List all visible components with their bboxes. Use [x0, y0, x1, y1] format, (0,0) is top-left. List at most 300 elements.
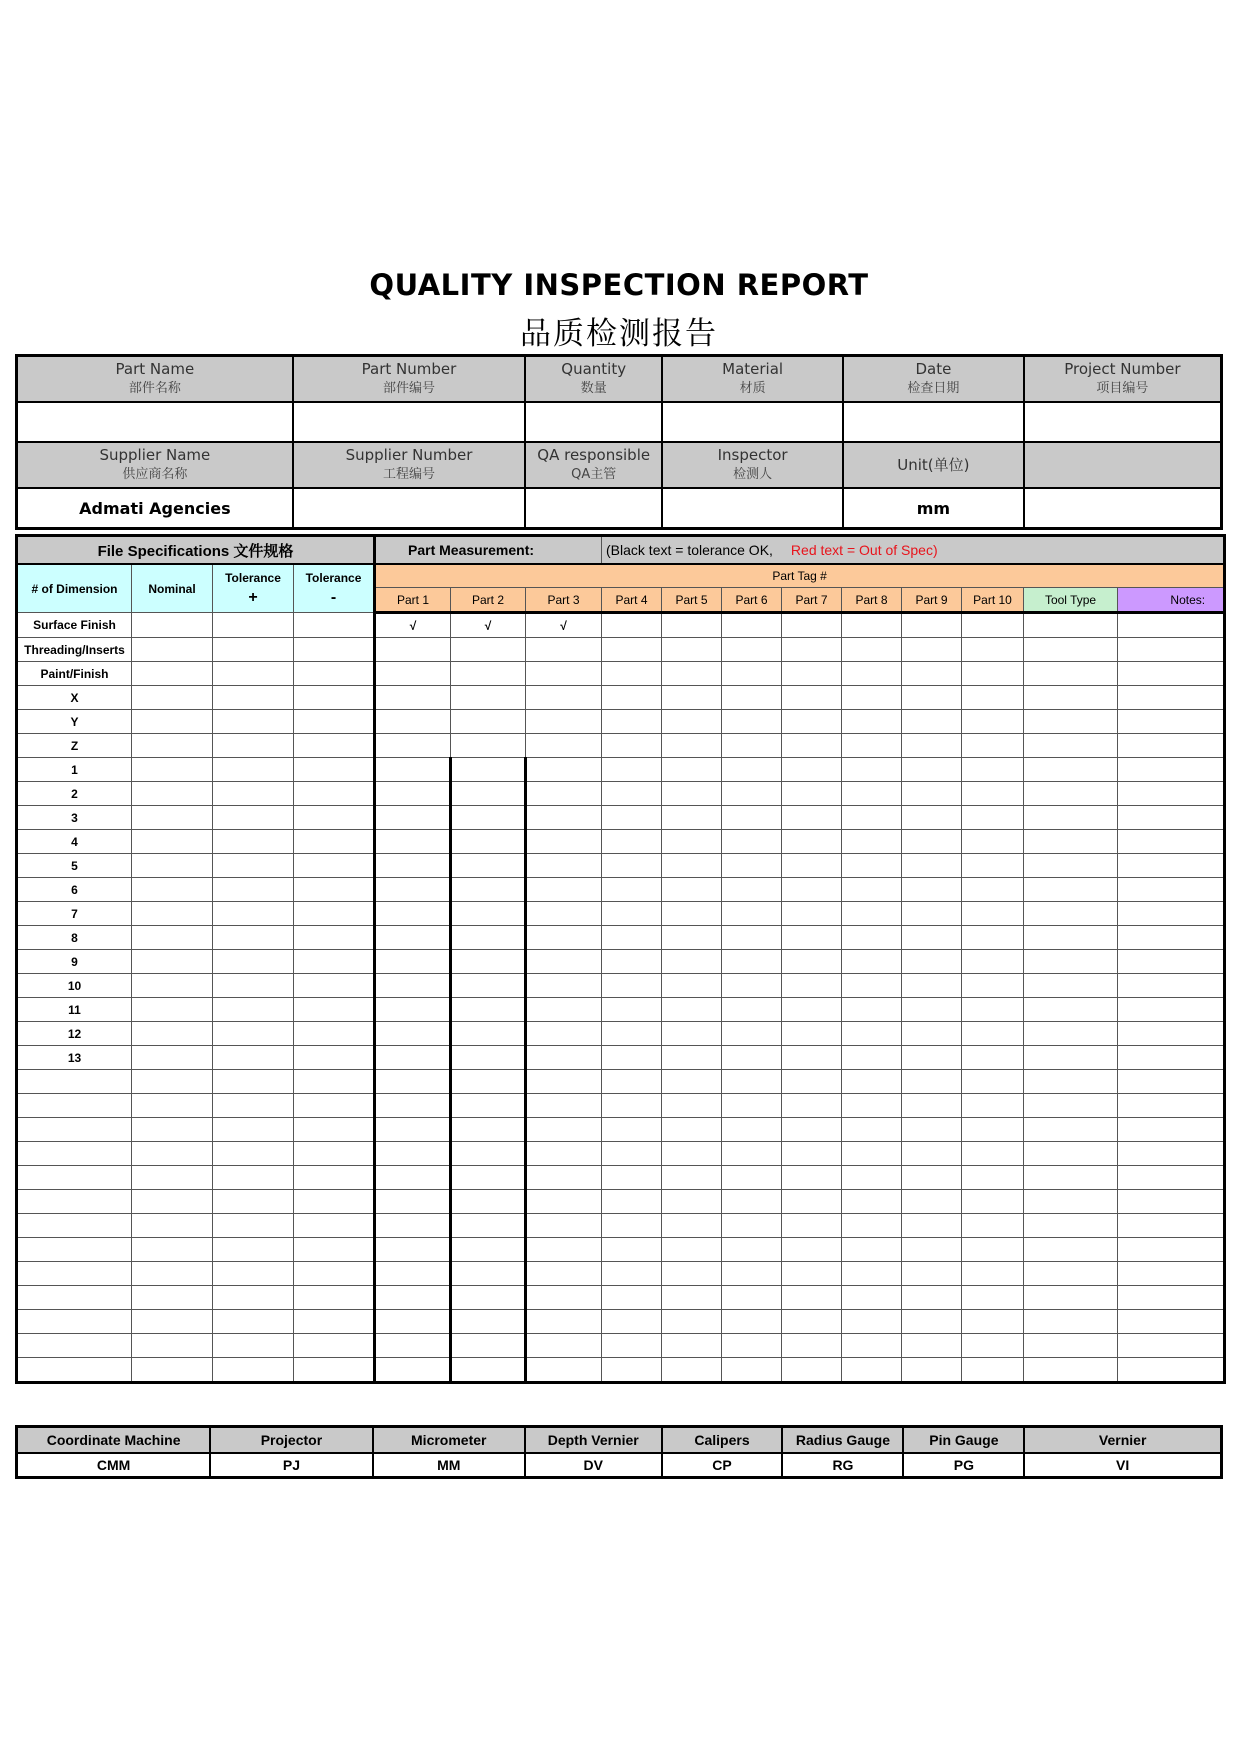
part-9-cell[interactable]: [902, 1238, 962, 1262]
part-2-cell[interactable]: [451, 1166, 526, 1190]
part-5-cell[interactable]: [662, 638, 722, 662]
part-6-cell[interactable]: [722, 1310, 782, 1334]
part-6-cell[interactable]: [722, 1286, 782, 1310]
part-7-cell[interactable]: [782, 1094, 842, 1118]
tolerance-minus-cell[interactable]: [294, 1214, 375, 1238]
part-2-cell[interactable]: [451, 1190, 526, 1214]
tolerance-plus-cell[interactable]: [213, 662, 294, 686]
part-3-cell[interactable]: [526, 734, 602, 758]
part-10-cell[interactable]: [962, 638, 1024, 662]
part-4-cell[interactable]: [602, 854, 662, 878]
part-9-cell[interactable]: [902, 878, 962, 902]
tolerance-minus-cell[interactable]: [294, 1310, 375, 1334]
part-3-cell[interactable]: [526, 1046, 602, 1070]
part-9-cell[interactable]: [902, 613, 962, 638]
tolerance-plus-cell[interactable]: [213, 1310, 294, 1334]
tolerance-plus-cell[interactable]: [213, 950, 294, 974]
part-2-cell[interactable]: [451, 806, 526, 830]
part-10-cell[interactable]: [962, 734, 1024, 758]
part-5-cell[interactable]: [662, 1022, 722, 1046]
part-3-cell[interactable]: [526, 1142, 602, 1166]
qa-responsible-field[interactable]: [525, 488, 662, 529]
tolerance-plus-cell[interactable]: [213, 854, 294, 878]
tolerance-minus-cell[interactable]: [294, 1190, 375, 1214]
tolerance-minus-cell[interactable]: [294, 830, 375, 854]
tolerance-plus-cell[interactable]: [213, 1070, 294, 1094]
part-1-cell[interactable]: [375, 1214, 451, 1238]
notes-cell[interactable]: [1118, 926, 1225, 950]
part-3-cell[interactable]: [526, 782, 602, 806]
part-10-cell[interactable]: [962, 662, 1024, 686]
part-9-cell[interactable]: [902, 1310, 962, 1334]
part-7-cell[interactable]: [782, 782, 842, 806]
part-2-cell[interactable]: [451, 1142, 526, 1166]
part-3-cell[interactable]: [526, 638, 602, 662]
tolerance-plus-cell[interactable]: [213, 830, 294, 854]
project-number-field[interactable]: [1024, 402, 1222, 442]
part-6-cell[interactable]: [722, 638, 782, 662]
part-2-cell[interactable]: [451, 1118, 526, 1142]
part-8-cell[interactable]: [842, 1118, 902, 1142]
tool-type-cell[interactable]: [1024, 1190, 1118, 1214]
tolerance-minus-cell[interactable]: [294, 734, 375, 758]
tolerance-plus-cell[interactable]: [213, 806, 294, 830]
part-10-cell[interactable]: [962, 1214, 1024, 1238]
part-1-cell[interactable]: [375, 734, 451, 758]
part-3-cell[interactable]: [526, 1118, 602, 1142]
tool-type-cell[interactable]: [1024, 998, 1118, 1022]
part-1-cell[interactable]: [375, 662, 451, 686]
part-10-cell[interactable]: [962, 854, 1024, 878]
part-6-cell[interactable]: [722, 686, 782, 710]
part-name-field[interactable]: [17, 402, 293, 442]
notes-cell[interactable]: [1118, 1142, 1225, 1166]
part-8-cell[interactable]: [842, 1358, 902, 1383]
part-5-cell[interactable]: [662, 1142, 722, 1166]
part-8-cell[interactable]: [842, 1262, 902, 1286]
part-3-cell[interactable]: [526, 1286, 602, 1310]
part-6-cell[interactable]: [722, 806, 782, 830]
part-7-cell[interactable]: [782, 974, 842, 998]
part-3-cell[interactable]: [526, 686, 602, 710]
part-4-cell[interactable]: [602, 758, 662, 782]
part-3-cell[interactable]: [526, 1070, 602, 1094]
part-9-cell[interactable]: [902, 710, 962, 734]
part-1-cell[interactable]: [375, 1238, 451, 1262]
part-3-cell[interactable]: [526, 758, 602, 782]
part-8-cell[interactable]: [842, 662, 902, 686]
part-3-cell[interactable]: [526, 1022, 602, 1046]
part-8-cell[interactable]: [842, 710, 902, 734]
part-6-cell[interactable]: [722, 758, 782, 782]
notes-cell[interactable]: [1118, 1022, 1225, 1046]
tolerance-plus-cell[interactable]: [213, 1214, 294, 1238]
part-2-cell[interactable]: √: [451, 613, 526, 638]
part-2-cell[interactable]: [451, 974, 526, 998]
tolerance-minus-cell[interactable]: [294, 758, 375, 782]
part-6-cell[interactable]: [722, 734, 782, 758]
part-3-cell[interactable]: [526, 974, 602, 998]
tolerance-plus-cell[interactable]: [213, 1262, 294, 1286]
part-2-cell[interactable]: [451, 734, 526, 758]
part-1-cell[interactable]: [375, 1334, 451, 1358]
part-2-cell[interactable]: [451, 854, 526, 878]
part-7-cell[interactable]: [782, 1070, 842, 1094]
part-10-cell[interactable]: [962, 1238, 1024, 1262]
part-5-cell[interactable]: [662, 710, 722, 734]
part-9-cell[interactable]: [902, 686, 962, 710]
part-2-cell[interactable]: [451, 1262, 526, 1286]
tool-type-cell[interactable]: [1024, 710, 1118, 734]
part-3-cell[interactable]: [526, 950, 602, 974]
part-4-cell[interactable]: [602, 1190, 662, 1214]
part-1-cell[interactable]: [375, 1166, 451, 1190]
notes-cell[interactable]: [1118, 1118, 1225, 1142]
tolerance-minus-cell[interactable]: [294, 998, 375, 1022]
part-6-cell[interactable]: [722, 1118, 782, 1142]
part-6-cell[interactable]: [722, 782, 782, 806]
tool-type-cell[interactable]: [1024, 878, 1118, 902]
part-10-cell[interactable]: [962, 902, 1024, 926]
part-3-cell[interactable]: √: [526, 613, 602, 638]
part-10-cell[interactable]: [962, 782, 1024, 806]
part-6-cell[interactable]: [722, 830, 782, 854]
notes-cell[interactable]: [1118, 662, 1225, 686]
tolerance-minus-cell[interactable]: [294, 613, 375, 638]
tool-type-cell[interactable]: [1024, 638, 1118, 662]
nominal-cell[interactable]: [132, 926, 213, 950]
tool-type-cell[interactable]: [1024, 1142, 1118, 1166]
part-9-cell[interactable]: [902, 974, 962, 998]
part-7-cell[interactable]: [782, 1310, 842, 1334]
part-8-cell[interactable]: [842, 974, 902, 998]
part-5-cell[interactable]: [662, 1334, 722, 1358]
part-4-cell[interactable]: [602, 1094, 662, 1118]
part-2-cell[interactable]: [451, 902, 526, 926]
notes-cell[interactable]: [1118, 830, 1225, 854]
part-8-cell[interactable]: [842, 782, 902, 806]
part-2-cell[interactable]: [451, 1238, 526, 1262]
part-1-cell[interactable]: [375, 1118, 451, 1142]
part-4-cell[interactable]: [602, 638, 662, 662]
part-10-cell[interactable]: [962, 1046, 1024, 1070]
tolerance-plus-cell[interactable]: [213, 902, 294, 926]
part-2-cell[interactable]: [451, 662, 526, 686]
part-7-cell[interactable]: [782, 1022, 842, 1046]
part-9-cell[interactable]: [902, 806, 962, 830]
tolerance-minus-cell[interactable]: [294, 926, 375, 950]
part-3-cell[interactable]: [526, 1334, 602, 1358]
part-9-cell[interactable]: [902, 1118, 962, 1142]
part-9-cell[interactable]: [902, 902, 962, 926]
notes-cell[interactable]: [1118, 782, 1225, 806]
part-3-cell[interactable]: [526, 1094, 602, 1118]
tool-type-cell[interactable]: [1024, 1118, 1118, 1142]
tolerance-minus-cell[interactable]: [294, 1286, 375, 1310]
part-7-cell[interactable]: [782, 1166, 842, 1190]
nominal-cell[interactable]: [132, 1310, 213, 1334]
part-8-cell[interactable]: [842, 1286, 902, 1310]
part-8-cell[interactable]: [842, 1190, 902, 1214]
part-7-cell[interactable]: [782, 1262, 842, 1286]
part-6-cell[interactable]: [722, 1142, 782, 1166]
part-3-cell[interactable]: [526, 1358, 602, 1383]
notes-cell[interactable]: [1118, 806, 1225, 830]
part-10-cell[interactable]: [962, 710, 1024, 734]
part-6-cell[interactable]: [722, 1022, 782, 1046]
tolerance-plus-cell[interactable]: [213, 686, 294, 710]
part-8-cell[interactable]: [842, 1094, 902, 1118]
part-1-cell[interactable]: [375, 782, 451, 806]
part-4-cell[interactable]: [602, 1238, 662, 1262]
part-5-cell[interactable]: [662, 1118, 722, 1142]
tolerance-minus-cell[interactable]: [294, 1142, 375, 1166]
part-3-cell[interactable]: [526, 854, 602, 878]
part-6-cell[interactable]: [722, 1046, 782, 1070]
tolerance-plus-cell[interactable]: [213, 1046, 294, 1070]
part-10-cell[interactable]: [962, 974, 1024, 998]
notes-cell[interactable]: [1118, 686, 1225, 710]
supplier-name-field[interactable]: Admati Agencies: [17, 488, 293, 529]
part-6-cell[interactable]: [722, 878, 782, 902]
part-6-cell[interactable]: [722, 998, 782, 1022]
unit-field[interactable]: mm: [843, 488, 1024, 529]
part-6-cell[interactable]: [722, 950, 782, 974]
tool-type-cell[interactable]: [1024, 1046, 1118, 1070]
tool-type-cell[interactable]: [1024, 1238, 1118, 1262]
nominal-cell[interactable]: [132, 878, 213, 902]
part-6-cell[interactable]: [722, 1094, 782, 1118]
notes-cell[interactable]: [1118, 878, 1225, 902]
part-1-cell[interactable]: [375, 1094, 451, 1118]
part-8-cell[interactable]: [842, 806, 902, 830]
part-3-cell[interactable]: [526, 806, 602, 830]
part-1-cell[interactable]: [375, 1286, 451, 1310]
notes-cell[interactable]: [1118, 998, 1225, 1022]
part-5-cell[interactable]: [662, 830, 722, 854]
part-10-cell[interactable]: [962, 806, 1024, 830]
tool-type-cell[interactable]: [1024, 662, 1118, 686]
part-2-cell[interactable]: [451, 998, 526, 1022]
part-5-cell[interactable]: [662, 926, 722, 950]
part-3-cell[interactable]: [526, 926, 602, 950]
part-1-cell[interactable]: [375, 806, 451, 830]
part-4-cell[interactable]: [602, 902, 662, 926]
tool-type-cell[interactable]: [1024, 1166, 1118, 1190]
part-4-cell[interactable]: [602, 662, 662, 686]
part-6-cell[interactable]: [722, 1262, 782, 1286]
part-7-cell[interactable]: [782, 734, 842, 758]
part-4-cell[interactable]: [602, 950, 662, 974]
part-2-cell[interactable]: [451, 830, 526, 854]
part-10-cell[interactable]: [962, 1358, 1024, 1383]
part-9-cell[interactable]: [902, 638, 962, 662]
part-8-cell[interactable]: [842, 1334, 902, 1358]
part-9-cell[interactable]: [902, 782, 962, 806]
nominal-cell[interactable]: [132, 1286, 213, 1310]
part-9-cell[interactable]: [902, 926, 962, 950]
nominal-cell[interactable]: [132, 758, 213, 782]
part-5-cell[interactable]: [662, 1262, 722, 1286]
tolerance-plus-cell[interactable]: [213, 926, 294, 950]
part-4-cell[interactable]: [602, 1046, 662, 1070]
part-1-cell[interactable]: [375, 998, 451, 1022]
tolerance-plus-cell[interactable]: [213, 1094, 294, 1118]
tolerance-minus-cell[interactable]: [294, 902, 375, 926]
part-2-cell[interactable]: [451, 1334, 526, 1358]
part-4-cell[interactable]: [602, 1334, 662, 1358]
part-6-cell[interactable]: [722, 710, 782, 734]
part-2-cell[interactable]: [451, 638, 526, 662]
part-5-cell[interactable]: [662, 734, 722, 758]
part-4-cell[interactable]: [602, 1070, 662, 1094]
part-10-cell[interactable]: [962, 1142, 1024, 1166]
tolerance-minus-cell[interactable]: [294, 974, 375, 998]
notes-cell[interactable]: [1118, 1166, 1225, 1190]
part-3-cell[interactable]: [526, 1262, 602, 1286]
tolerance-minus-cell[interactable]: [294, 950, 375, 974]
part-7-cell[interactable]: [782, 638, 842, 662]
part-7-cell[interactable]: [782, 926, 842, 950]
tolerance-minus-cell[interactable]: [294, 854, 375, 878]
part-3-cell[interactable]: [526, 902, 602, 926]
part-5-cell[interactable]: [662, 998, 722, 1022]
notes-cell[interactable]: [1118, 974, 1225, 998]
part-4-cell[interactable]: [602, 1022, 662, 1046]
part-5-cell[interactable]: [662, 974, 722, 998]
tolerance-minus-cell[interactable]: [294, 1046, 375, 1070]
part-5-cell[interactable]: [662, 613, 722, 638]
part-3-cell[interactable]: [526, 998, 602, 1022]
part-9-cell[interactable]: [902, 1214, 962, 1238]
nominal-cell[interactable]: [132, 613, 213, 638]
tool-type-cell[interactable]: [1024, 782, 1118, 806]
part-3-cell[interactable]: [526, 1310, 602, 1334]
notes-cell[interactable]: [1118, 1238, 1225, 1262]
tolerance-plus-cell[interactable]: [213, 1358, 294, 1383]
tool-type-cell[interactable]: [1024, 1094, 1118, 1118]
part-5-cell[interactable]: [662, 1070, 722, 1094]
part-1-cell[interactable]: [375, 926, 451, 950]
nominal-cell[interactable]: [132, 1358, 213, 1383]
nominal-cell[interactable]: [132, 1262, 213, 1286]
part-5-cell[interactable]: [662, 1166, 722, 1190]
part-1-cell[interactable]: [375, 1046, 451, 1070]
part-2-cell[interactable]: [451, 1070, 526, 1094]
part-5-cell[interactable]: [662, 1214, 722, 1238]
nominal-cell[interactable]: [132, 1022, 213, 1046]
part-2-cell[interactable]: [451, 1286, 526, 1310]
tool-type-cell[interactable]: [1024, 854, 1118, 878]
part-7-cell[interactable]: [782, 1286, 842, 1310]
part-7-cell[interactable]: [782, 1334, 842, 1358]
part-9-cell[interactable]: [902, 1046, 962, 1070]
part-10-cell[interactable]: [962, 1022, 1024, 1046]
part-10-cell[interactable]: [962, 686, 1024, 710]
part-5-cell[interactable]: [662, 662, 722, 686]
part-1-cell[interactable]: [375, 1142, 451, 1166]
part-7-cell[interactable]: [782, 1190, 842, 1214]
tolerance-plus-cell[interactable]: [213, 1118, 294, 1142]
part-5-cell[interactable]: [662, 686, 722, 710]
blank-field[interactable]: [1024, 488, 1222, 529]
part-8-cell[interactable]: [842, 1070, 902, 1094]
part-1-cell[interactable]: [375, 710, 451, 734]
tool-type-cell[interactable]: [1024, 1286, 1118, 1310]
notes-cell[interactable]: [1118, 854, 1225, 878]
part-8-cell[interactable]: [842, 926, 902, 950]
nominal-cell[interactable]: [132, 1118, 213, 1142]
part-4-cell[interactable]: [602, 613, 662, 638]
part-1-cell[interactable]: [375, 1070, 451, 1094]
part-2-cell[interactable]: [451, 710, 526, 734]
tool-type-cell[interactable]: [1024, 926, 1118, 950]
part-7-cell[interactable]: [782, 830, 842, 854]
part-6-cell[interactable]: [722, 974, 782, 998]
tool-type-cell[interactable]: [1024, 1310, 1118, 1334]
part-1-cell[interactable]: [375, 1262, 451, 1286]
part-1-cell[interactable]: [375, 1190, 451, 1214]
part-4-cell[interactable]: [602, 926, 662, 950]
part-8-cell[interactable]: [842, 758, 902, 782]
nominal-cell[interactable]: [132, 782, 213, 806]
part-1-cell[interactable]: √: [375, 613, 451, 638]
part-4-cell[interactable]: [602, 1358, 662, 1383]
part-7-cell[interactable]: [782, 662, 842, 686]
notes-cell[interactable]: [1118, 950, 1225, 974]
part-10-cell[interactable]: [962, 1286, 1024, 1310]
part-7-cell[interactable]: [782, 686, 842, 710]
tolerance-minus-cell[interactable]: [294, 782, 375, 806]
notes-cell[interactable]: [1118, 1046, 1225, 1070]
part-4-cell[interactable]: [602, 1310, 662, 1334]
tolerance-minus-cell[interactable]: [294, 806, 375, 830]
part-9-cell[interactable]: [902, 1358, 962, 1383]
part-3-cell[interactable]: [526, 710, 602, 734]
tolerance-plus-cell[interactable]: [213, 758, 294, 782]
part-1-cell[interactable]: [375, 758, 451, 782]
tolerance-minus-cell[interactable]: [294, 1358, 375, 1383]
part-4-cell[interactable]: [602, 1262, 662, 1286]
notes-cell[interactable]: [1118, 1094, 1225, 1118]
part-8-cell[interactable]: [842, 1142, 902, 1166]
tolerance-plus-cell[interactable]: [213, 734, 294, 758]
part-4-cell[interactable]: [602, 686, 662, 710]
part-2-cell[interactable]: [451, 1046, 526, 1070]
tool-type-cell[interactable]: [1024, 974, 1118, 998]
part-7-cell[interactable]: [782, 758, 842, 782]
notes-cell[interactable]: [1118, 710, 1225, 734]
part-4-cell[interactable]: [602, 998, 662, 1022]
part-3-cell[interactable]: [526, 1190, 602, 1214]
part-8-cell[interactable]: [842, 830, 902, 854]
tool-type-cell[interactable]: [1024, 950, 1118, 974]
part-9-cell[interactable]: [902, 758, 962, 782]
tool-type-cell[interactable]: [1024, 686, 1118, 710]
part-9-cell[interactable]: [902, 734, 962, 758]
part-4-cell[interactable]: [602, 782, 662, 806]
part-5-cell[interactable]: [662, 1190, 722, 1214]
tolerance-minus-cell[interactable]: [294, 1118, 375, 1142]
part-2-cell[interactable]: [451, 878, 526, 902]
part-4-cell[interactable]: [602, 830, 662, 854]
tolerance-minus-cell[interactable]: [294, 1334, 375, 1358]
part-8-cell[interactable]: [842, 734, 902, 758]
part-8-cell[interactable]: [842, 902, 902, 926]
tolerance-plus-cell[interactable]: [213, 1190, 294, 1214]
part-3-cell[interactable]: [526, 830, 602, 854]
tolerance-plus-cell[interactable]: [213, 1166, 294, 1190]
